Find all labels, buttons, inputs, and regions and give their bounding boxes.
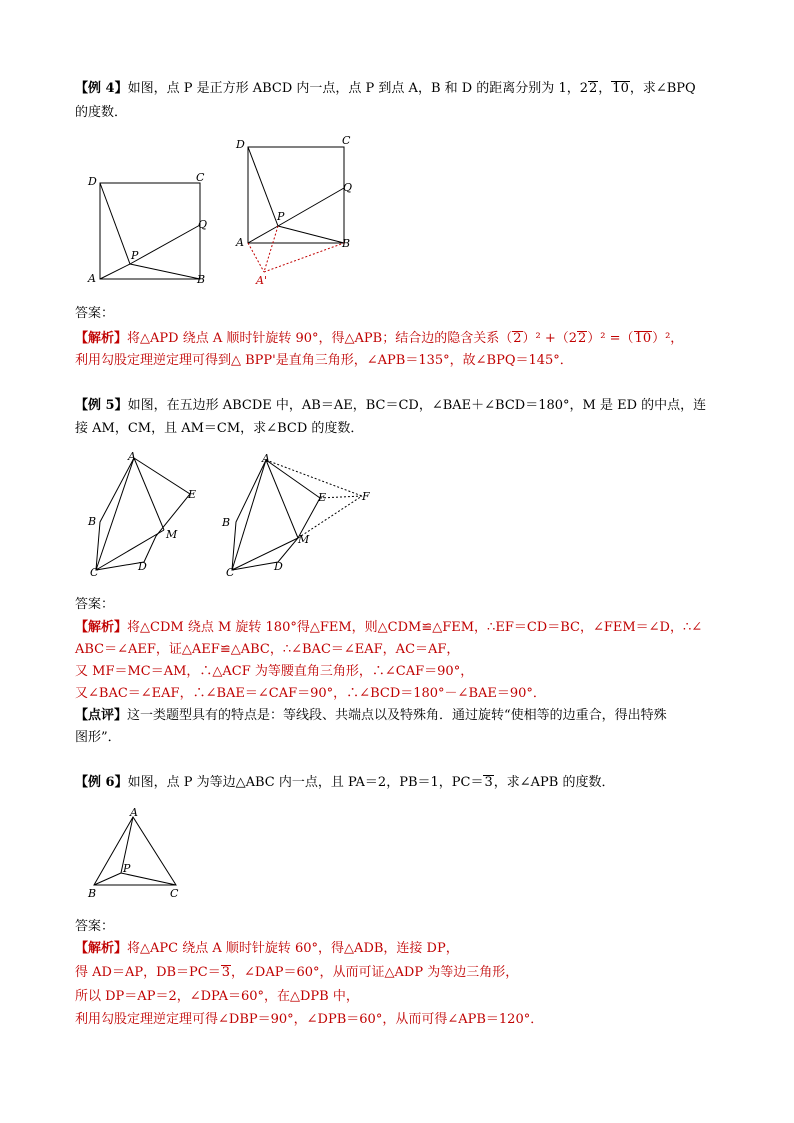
ex6-question-line1 (75, 772, 725, 793)
ex6-jiexi-label: 【解析】 (75, 941, 128, 956)
fig5b-label-D: D (274, 560, 283, 573)
ex4-q1: 如图，点 P 是正方形 ABCD 内一点，点 P 到点 A，B 和 D 的距离分别为 1， (127, 81, 580, 96)
ex5-comment-line1 (75, 705, 725, 726)
fig6-label-A: A (130, 806, 138, 819)
ex6-s1: 将△APC 绕点 A 顺时针旋转 60°，得△ADB，连接 DP， (127, 941, 459, 956)
fig5a-label-C: C (90, 566, 99, 579)
ex5-dianping-label: 【点评】 (75, 708, 128, 723)
fig4b-label-P: P (277, 210, 285, 223)
ex5-jiexi-label: 【解析】 (75, 620, 128, 635)
ex4-s1e: ）² =（ (587, 331, 634, 346)
fig4a-label-D: D (88, 175, 97, 188)
ex6-q1c: ，求∠APB 的度数． (493, 775, 615, 790)
ex6-solution-line2 (75, 962, 725, 983)
fig4a-label-Q: Q (198, 218, 208, 231)
ex4-q1d: ， (598, 81, 612, 96)
fig4b-label-A-prime: A' (256, 274, 267, 287)
fig4a-label-C: C (196, 171, 205, 184)
ex4-solution-line2: 利用勾股定理逆定理可得到△ BPP'是直角三角形，∠APB＝135°，故∠BPQ＝145°． (75, 353, 573, 368)
ex4-s1: 将△APD 绕点 A 顺时针旋转 90°，得△APB；结合边的隐含关系（ (127, 331, 513, 346)
ex4-sqrt2: 2 (589, 81, 598, 96)
fig4a-label-B: B (197, 273, 206, 286)
fig6-label-P: P (123, 862, 131, 875)
fig5b-label-E: E (318, 491, 327, 504)
fig5a-label-B: B (88, 515, 97, 528)
ex4-figure-left (88, 170, 218, 290)
ex5-figure-left (86, 452, 216, 577)
ex6-s2: 得 AD＝AP，DB＝PC＝ (75, 965, 221, 980)
fig6-label-C: C (170, 887, 179, 900)
fig4b-label-D: D (236, 138, 245, 151)
ex6-answer-label: 答案： (75, 919, 115, 934)
ex5-label: 【例 5】 (75, 398, 128, 413)
fig5b-label-M: M (298, 533, 310, 546)
ex4-solution-line1 (75, 328, 725, 349)
ex5-solution-line4: 又∠BAC＝∠EAF，∴∠BAE＝∠CAF＝90°，∴∠BCD＝180°－∠BAE＝90°． (75, 686, 546, 701)
ex6-solution-line1 (75, 938, 725, 959)
fig4a-label-A: A (88, 272, 96, 285)
ex4-s1f: 10 (634, 331, 652, 346)
ex4-figure-right (232, 134, 372, 294)
ex5-s1: 将△CDM 绕点 M 旋转 180°得△FEM，则△CDM≌△FEM，∴EF＝CD＝BC，∠FEM＝∠D，∴∠ (127, 620, 703, 635)
ex5-solution-line1 (75, 617, 725, 638)
fig4a-label-P: P (131, 249, 139, 262)
fig4b-label-C: C (342, 134, 351, 147)
ex5-answer-label: 答案： (75, 597, 115, 612)
ex4-s1d: 2 (578, 331, 587, 346)
fig5b-label-B: B (222, 516, 231, 529)
ex4-question-line1 (75, 78, 725, 99)
ex5-question-line1 (75, 395, 725, 416)
ex6-s2c: ，∠DAP＝60°，从而可证△ADP 为等边三角形， (231, 965, 519, 980)
fig5a-label-A: A (128, 450, 136, 463)
fig4b-label-B: B (342, 237, 351, 250)
ex5-figure-right (218, 452, 388, 577)
ex6-solution-line3: 所以 DP＝AP＝2，∠DPA＝60°，在△DPB 中， (75, 989, 359, 1004)
ex6-s2b: 3 (221, 965, 231, 980)
ex5-d1: 这一类题型具有的特点是：等线段、共端点以及特殊角．通过旋转“使相等的边重合，得出特殊 (127, 708, 667, 723)
fig4b-label-Q: Q (343, 181, 353, 194)
fig5a-label-D: D (138, 560, 147, 573)
ex4-s1c: ）² +（2 (522, 331, 578, 346)
ex4-s1g: ）²， (652, 331, 684, 346)
ex4-sqrt10: 10 (612, 81, 629, 96)
ex5-question-line2: 接 AM，CM，且 AM＝CM，求∠BCD 的度数． (75, 421, 364, 436)
ex6-figure (84, 805, 194, 905)
fig4b-label-A: A (236, 236, 244, 249)
ex4-s1b: 2 (513, 331, 522, 346)
ex5-comment-line2: 图形”． (75, 730, 121, 745)
fig5b-label-A: A (262, 452, 270, 465)
ex4-question-line2: 的度数． (75, 105, 128, 120)
ex5-q1: 如图，在五边形 ABCDE 中，AB＝AE，BC＝CD，∠BAE＋∠BCD＝180°，M 是 ED 的中点，连 (127, 398, 707, 413)
ex6-q1: 如图，点 P 为等边△ABC 内一点，且 PA＝2，PB＝1，PC＝ (127, 775, 484, 790)
ex6-sqrt3: 3 (484, 775, 493, 790)
fig5a-label-M: M (166, 528, 178, 541)
ex4-q1b: 2 (579, 81, 588, 96)
ex4-answer-label: 答案： (75, 306, 115, 321)
fig5a-label-E: E (188, 488, 197, 501)
ex4-q1f: ，求∠BPQ (629, 81, 696, 96)
ex4-label: 【例 4】 (75, 81, 128, 96)
ex6-label: 【例 6】 (75, 775, 128, 790)
ex5-solution-line2: ABC＝∠AEF，证△AEF≌△ABC，∴∠BAC＝∠EAF，AC＝AF， (75, 642, 460, 657)
fig6-label-B: B (88, 887, 97, 900)
ex4-jiexi-label: 【解析】 (75, 331, 128, 346)
fig5b-label-F: F (362, 490, 370, 503)
ex5-solution-line3: 又 MF＝MC＝AM，∴△ACF 为等腰直角三角形，∴∠CAF＝90°， (75, 664, 474, 679)
fig5b-label-C: C (226, 566, 235, 579)
ex6-solution-line4: 利用勾股定理逆定理可得∠DBP＝90°，∠DPB＝60°，从而可得∠APB＝120°． (75, 1012, 544, 1027)
